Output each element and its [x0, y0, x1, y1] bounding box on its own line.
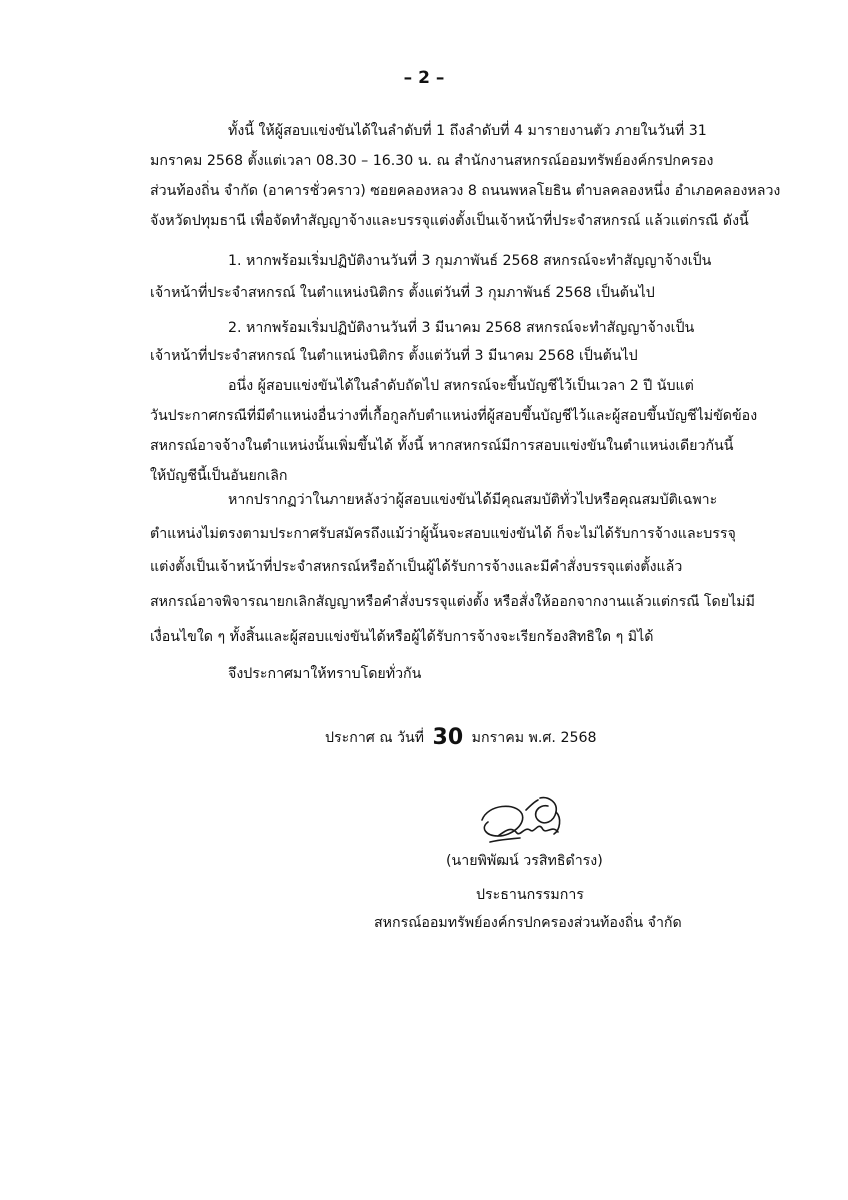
- signatory-name: (นายพิพัฒน์ วรสิทธิดำรง): [446, 853, 603, 869]
- paragraph1-line-2: มกราคม 2568 ตั้งแต่เวลา 08.30 – 16.30 น. ณ สำนักงานสหกรณ์ออมทรัพย์องค์กรปกครอง: [150, 153, 714, 169]
- paragraph2-line-4: ให้บัญชีนี้เป็นอันยกเลิก: [150, 468, 288, 484]
- signatory-position: ประธานกรรมการ: [476, 887, 584, 903]
- paragraph3-line-3: แต่งตั้งเป็นเจ้าหน้าที่ประจำสหกรณ์หรือถ้าเป็นผู้ได้รับการจ้างและมีคำสั่งบรรจุแต่งตั้งแล้ว: [150, 559, 683, 575]
- paragraph3-line-2: ตำแหน่งไม่ตรงตามประกาศรับสมัครถึงแม้ว่าผู้นั้นจะสอบแข่งขันได้ ก็จะไม่ได้รับการจ้างและบรรจุ: [150, 526, 736, 542]
- paragraph1-line-1: ทั้งนี้ ให้ผู้สอบแข่งขันได้ในลำดับที่ 1 ถึงลำดับที่ 4 มารายงานตัว ภายในวันที่ 31: [228, 123, 707, 139]
- paragraph2-line-2: วันประกาศกรณีที่มีตำแหน่งอื่นว่างที่เกื้อกูลกับตำแหน่งที่ผู้สอบขึ้นบัญชีไว้และผู้สอบขึ้นบัญชีไม่ขัดข้อง: [150, 408, 758, 424]
- announcement-suffix: มกราคม พ.ศ. 2568: [471, 730, 597, 746]
- paragraph3-line-1: หากปรากฏว่าในภายหลังว่าผู้สอบแข่งขันได้มีคุณสมบัติทั่วไปหรือคุณสมบัติเฉพาะ: [228, 492, 718, 508]
- closing-line: จึงประกาศมาให้ทราบโดยทั่วกัน: [228, 666, 422, 682]
- paragraph1-line-3: ส่วนท้องถิ่น จำกัด (อาคารชั่วคราว) ซอยคลองหลวง 8 ถนนพหลโยธิน ตำบลคลองหนึ่ง อำเภอคลองหลวง: [150, 183, 781, 199]
- item2-line-1: 2. หากพร้อมเริ่มปฏิบัติงานวันที่ 3 มีนาคม 2568 สหกรณ์จะทำสัญญาจ้างเป็น: [228, 320, 695, 336]
- item2-line-2: เจ้าหน้าที่ประจำสหกรณ์ ในตำแหน่งนิติกร ตั้งแต่วันที่ 3 มีนาคม 2568 เป็นต้นไป: [150, 348, 638, 364]
- paragraph3-line-5: เงื่อนไขใด ๆ ทั้งสิ้นและผู้สอบแข่งขันได้หรือผู้ได้รับการจ้างจะเรียกร้องสิทธิใด ๆ มิได้: [150, 629, 654, 645]
- announcement-day: 30: [432, 725, 464, 750]
- page-number: – 2 –: [403, 68, 445, 88]
- paragraph3-line-4: สหกรณ์อาจพิจารณายกเลิกสัญญาหรือคำสั่งบรรจุแต่งตั้ง หรือสั่งให้ออกจากงานแล้วแต่กรณี โดยไม่มี: [150, 594, 755, 610]
- handwritten-signature: [468, 792, 578, 852]
- paragraph1-line-4: จังหวัดปทุมธานี เพื่อจัดทำสัญญาจ้างและบรรจุแต่งตั้งเป็นเจ้าหน้าที่ประจำสหกรณ์ แล้วแต่กรณี ดังนี้: [150, 213, 749, 229]
- item1-line-2: เจ้าหน้าที่ประจำสหกรณ์ ในตำแหน่งนิติกร ตั้งแต่วันที่ 3 กุมภาพันธ์ 2568 เป็นต้นไป: [150, 285, 655, 301]
- paragraph2-line-3: สหกรณ์อาจจ้างในตำแหน่งนั้นเพิ่มขึ้นได้ ทั้งนี้ หากสหกรณ์มีการสอบแข่งขันในตำแหน่งเดียวกันนี้: [150, 438, 734, 454]
- announcement-date: [325, 725, 597, 750]
- item1-line-1: 1. หากพร้อมเริ่มปฏิบัติงานวันที่ 3 กุมภาพันธ์ 2568 สหกรณ์จะทำสัญญาจ้างเป็น: [228, 253, 712, 269]
- paragraph2-line-1: อนึ่ง ผู้สอบแข่งขันได้ในลำดับถัดไป สหกรณ์จะขึ้นบัญชีไว้เป็นเวลา 2 ปี นับแต่: [228, 378, 694, 394]
- signatory-organization: สหกรณ์ออมทรัพย์องค์กรปกครองส่วนท้องถิ่น จำกัด: [374, 915, 682, 931]
- announcement-prefix: ประกาศ ณ วันที่: [325, 730, 425, 746]
